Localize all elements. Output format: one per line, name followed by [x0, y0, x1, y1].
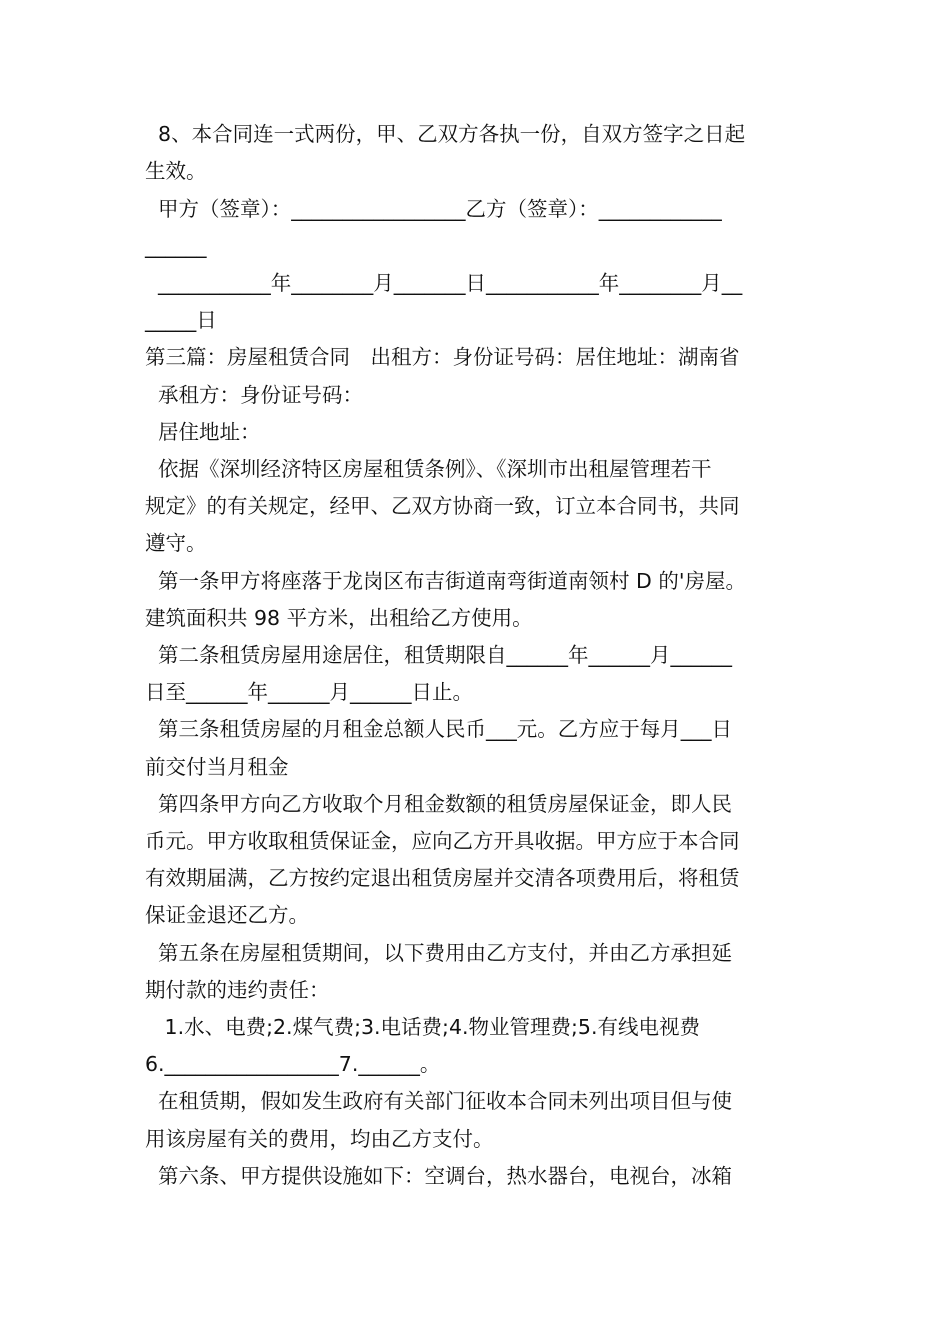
text-line: 第三条租赁房屋的月租金总额人民币___元。乙方应于每月___日 — [145, 717, 733, 741]
text-line: 有效期届满，乙方按约定退出租赁房屋并交清各项费用后，将租赁 — [145, 866, 740, 890]
text-line: 依据《深圳经济特区房屋租赁条例》、《深圳市出租屋管理若干 — [145, 457, 712, 481]
text-line: _____日 — [145, 308, 217, 332]
text-line: 8、本合同连一式两份，甲、乙双方各执一份，自双方签字之日起 — [145, 122, 746, 146]
text-line: 用该房屋有关的费用，均由乙方支付。 — [145, 1127, 494, 1151]
text-line: ______ — [145, 234, 207, 258]
text-line: 前交付当月租金 — [145, 755, 289, 779]
text-line: 建筑面积共 98 平方米，出租给乙方使用。 — [145, 606, 533, 630]
text-line: 第四条甲方向乙方收取个月租金数额的租赁房屋保证金，即人民 — [145, 792, 733, 816]
text-line: 第二条租赁房屋用途居住，租赁期限自______年______月______ — [145, 643, 733, 667]
text-line: 期付款的违约责任： — [145, 978, 330, 1002]
text-line: 币元。甲方收取租赁保证金，应向乙方开具收据。甲方应于本合同 — [145, 829, 740, 853]
text-line: ___________年________月_______日___________年________月__ — [145, 271, 743, 295]
text-line: 在租赁期，假如发生政府有关部门征收本合同未列出项目但与使 — [145, 1089, 733, 1113]
text-line: 第一条甲方将座落于龙岗区布吉街道南弯街道南领村 D 的'房屋。 — [145, 569, 746, 593]
text-line: 遵守。 — [145, 531, 207, 555]
text-line: 承租方：身份证号码： — [145, 383, 364, 407]
text-line: 第六条、甲方提供设施如下：空调台，热水器台，电视台，冰箱 — [145, 1164, 733, 1188]
text-line: 甲方（签章）：_________________乙方（签章）：____________ — [145, 197, 722, 221]
text-line: 6._________________7.______。 — [145, 1052, 441, 1076]
text-line: 生效。 — [145, 159, 207, 183]
text-line: 1.水、电费;2.煤气费;3.电话费;4.物业管理费;5.有线电视费 — [145, 1015, 700, 1039]
text-line: 第三篇：房屋租赁合同 出租方：身份证号码：居住地址：湖南省 — [145, 345, 740, 369]
text-line: 居住地址： — [145, 420, 261, 444]
text-line: 日至______年______月______日止。 — [145, 680, 473, 704]
text-line: 保证金退还乙方。 — [145, 903, 309, 927]
text-line: 规定》的有关规定，经甲、乙双方协商一致，订立本合同书，共同 — [145, 494, 740, 518]
text-line: 第五条在房屋租赁期间，以下费用由乙方支付，并由乙方承担延 — [145, 941, 733, 965]
